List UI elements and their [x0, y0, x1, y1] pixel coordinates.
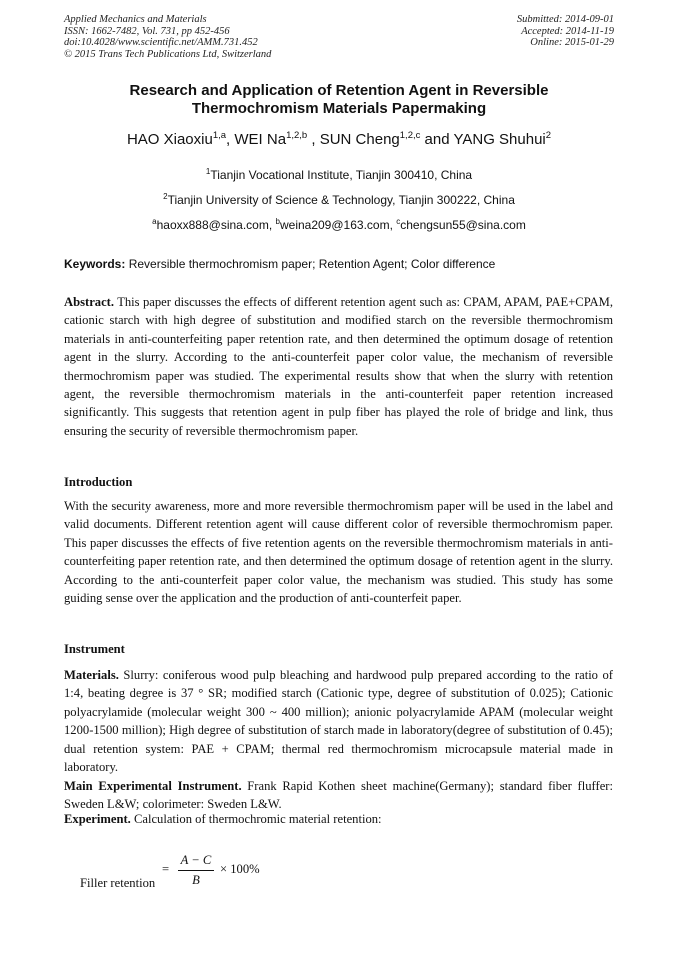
title-line-2: Thermochromism Materials Papermaking — [191, 100, 487, 117]
journal-info — [64, 14, 271, 60]
author-name: WEI Na — [234, 131, 287, 148]
author-separator: and — [420, 131, 454, 148]
keywords-text: Reversible thermochromism paper; Retention Agent; Color difference — [125, 257, 496, 271]
affiliation-mark: 1 — [205, 167, 211, 176]
main-instrument-text: Frank Rapid Kothen sheet machine(Germany); standard fiber fluffer: Sweden L&W; colorimeter: Sweden L&W. — [64, 779, 613, 812]
affiliation-mark: 2 — [163, 192, 168, 201]
formula-multiplier: × 100% — [220, 862, 260, 876]
abstract-paragraph — [64, 293, 613, 440]
keywords — [64, 257, 614, 271]
retention-formula — [80, 852, 380, 902]
author-name: HAO Xiaoxiu — [126, 131, 213, 148]
main-instrument-label: Main Experimental Instrument. — [64, 779, 242, 793]
submission-dates — [517, 14, 614, 49]
experiment-paragraph — [64, 810, 613, 828]
author-affiliation-mark: 1,2,c — [399, 130, 421, 141]
instrument-heading: Instrument — [64, 642, 125, 656]
materials-label: Materials. — [64, 668, 119, 682]
email-address[interactable]: haoxx888@sina.com, — [156, 218, 276, 232]
email-mark: a — [152, 217, 157, 226]
author-name: SUN Cheng — [319, 131, 400, 148]
paper-title — [64, 82, 614, 118]
formula-label: Filler retention — [80, 876, 156, 890]
main-instrument-paragraph — [64, 777, 613, 814]
email-address[interactable]: weina209@163.com, — [279, 218, 397, 232]
abstract-label: Abstract. — [64, 295, 115, 309]
online-date: Online: 2015-01-29 — [530, 37, 614, 49]
abstract-text: This paper discusses the effects of different retention agent such as: CPAM, APAM, PAE+CPAM, cationic starch with high degree of substitution and modified starch on the reversible thermochromism materials in anti-counterfeiting paper retention rate, and then determined the optimum dosage of retention agent in the slurry. According to the anti-counterfeit paper color value, the mechanism of reversible thermochromism paper was studied. The experimental results show that when the slurry with retention agent, the reversible thermochromism materials in the anti-counterfeit paper retention increased significantly. This suggests that retention agent in pulp fiber has played the role of bridge and link, thus ensuring the security of reversible thermochromism paper. — [64, 295, 613, 438]
affiliation-2 — [64, 193, 614, 207]
affiliation-text: Tianjin Vocational Institute, Tianjin 300410, China — [210, 168, 473, 182]
email-mark: b — [275, 217, 280, 226]
fraction-bar — [178, 870, 214, 871]
journal-name: Applied Mechanics and Materials — [64, 14, 207, 25]
author-separator: , — [307, 131, 320, 148]
experiment-text: Calculation of thermochromic material retention: — [130, 812, 382, 826]
issn-line: ISSN: 1662-7482, Vol. 731, pp 452-456 — [64, 25, 230, 37]
submitted-date: Submitted: 2014-09-01 — [516, 14, 614, 25]
formula-equals: = — [162, 862, 170, 876]
author-affiliation-mark: 1,2,b — [286, 130, 308, 141]
introduction-paragraph: With the security awareness, more and more reversible thermochromism paper will be used in the label and valid documents. Different retention agent will cause different color of reversible thermochromism paper. This paper discusses the effects of five retention agents on the reversible thermochromism materials in anti-counterfeiting paper retention rate, and then determined the optimum dosage of retention agent in the slurry. According to the anti-counterfeit paper color value, the mechanism was studied. This study has some guiding sense over the application and the production of anti-counterfeit paper. — [64, 499, 613, 606]
introduction-heading: Introduction — [64, 475, 133, 489]
doi-line: doi:10.4028/www.scientific.net/AMM.731.452 — [64, 37, 258, 49]
copyright-line: © 2015 Trans Tech Publications Ltd, Switzerland — [64, 48, 272, 60]
formula-numerator: A − C — [180, 853, 212, 867]
formula-fraction — [178, 852, 214, 889]
author-affiliation-mark: 2 — [545, 130, 552, 141]
affiliation-1 — [64, 168, 614, 182]
email-line — [64, 218, 614, 232]
formula-denominator: B — [192, 873, 200, 887]
author-separator: , — [226, 131, 235, 148]
email-address[interactable]: chengsun55@sina.com — [400, 218, 526, 232]
materials-text: Slurry: coniferous wood pulp bleaching and hardwood pulp prepared according to the ratio of 1:4, beating degree is 37 ° SR; modified starch (Cationic type, degree of substitution of 0.025); Cationic polyacrylamide (molecular weight 300 ~ 400 million); anionic polyacrylamide APAM (molecular weight 1200-1500 million); High degree of substitution of starch made in laboratory(degree of substitution of 0.45); dual retention system: PAE + CPAM; thermal red thermochromism microcapsule material made in laboratory. — [64, 668, 613, 775]
author-list — [64, 130, 614, 150]
email-mark: c — [396, 217, 401, 226]
author-affiliation-mark: 1,a — [212, 130, 227, 141]
keywords-label: Keywords: — [64, 257, 126, 271]
materials-paragraph — [64, 666, 613, 776]
experiment-label: Experiment. — [64, 812, 131, 826]
title-line-1: Research and Application of Retention Agent in Reversible — [129, 82, 549, 99]
accepted-date: Accepted: 2014-11-19 — [521, 25, 614, 37]
affiliation-text: Tianjin University of Science & Technology, Tianjin 300222, China — [167, 193, 515, 207]
author-name: YANG Shuhui — [453, 131, 546, 148]
